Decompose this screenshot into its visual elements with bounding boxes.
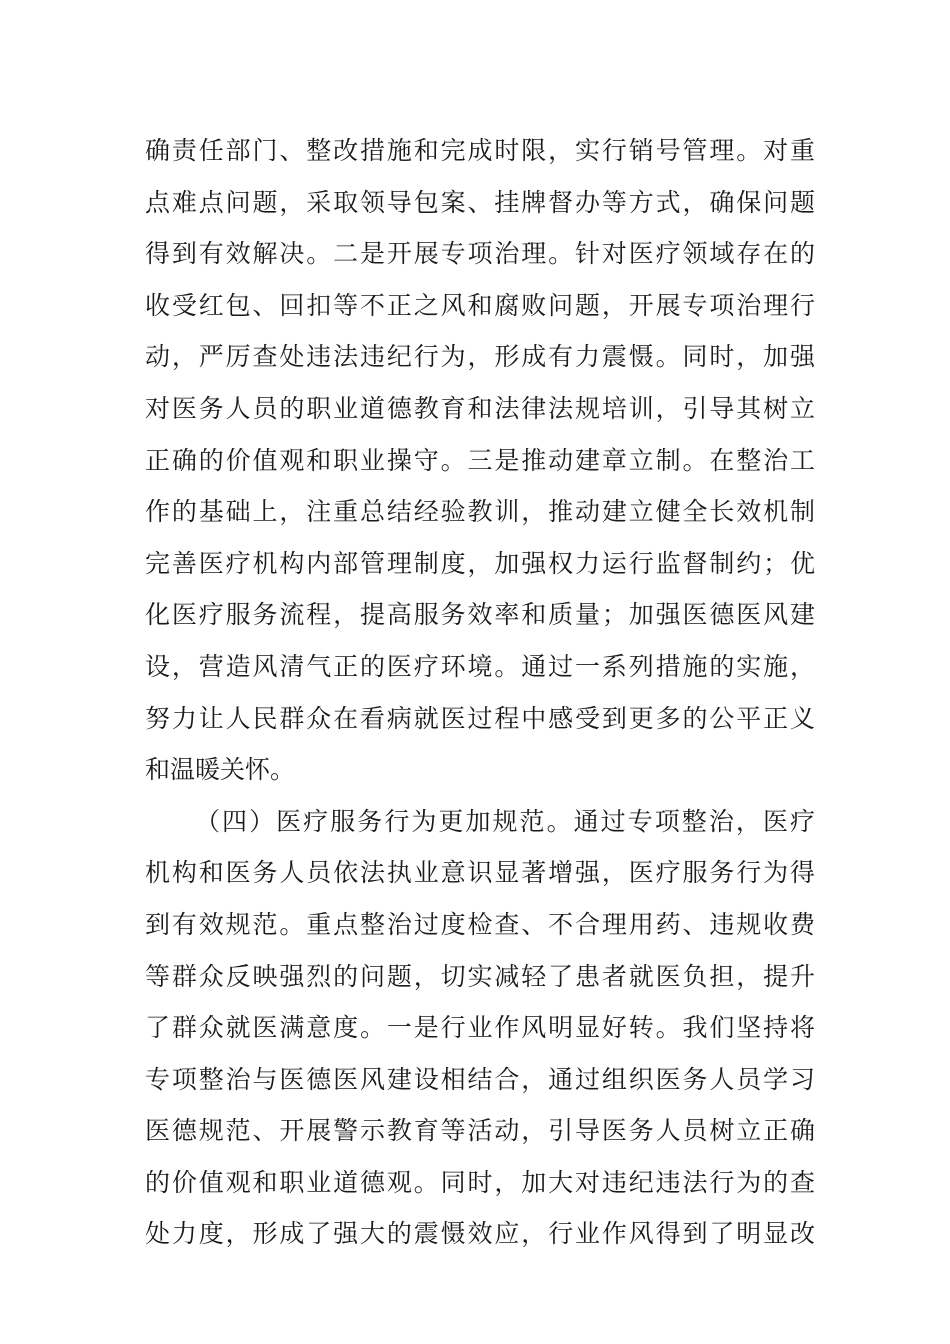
text-line: 努力让人民群众在看病就医过程中感受到更多的公平正义: [145, 703, 815, 733]
text-line: 确责任部门、整改措施和完成时限，实行销号管理。对重: [145, 136, 815, 165]
text-line: （四）医疗服务行为更加规范。通过专项整治，医疗: [195, 806, 815, 836]
text-line: 对医务人员的职业道德教育和法律法规培训，引导其树立: [145, 393, 815, 423]
text-line: 了群众就医满意度。一是行业作风明显好转。我们坚持将: [145, 1013, 815, 1043]
text-line: 的价值观和职业道德观。同时，加大对违纪违法行为的查: [145, 1167, 815, 1197]
text-line: 完善医疗机构内部管理制度，加强权力运行监督制约；优: [145, 548, 815, 578]
text-line: 到有效规范。重点整治过度检查、不合理用药、违规收费: [145, 909, 815, 939]
text-line: 得到有效解决。二是开展专项治理。针对医疗领域存在的: [145, 239, 815, 269]
text-line: 处力度，形成了强大的震慑效应，行业作风得到了明显改: [145, 1219, 815, 1249]
text-line: 收受红包、回扣等不正之风和腐败问题，开展专项治理行: [145, 290, 815, 320]
text-line: 等群众反映强烈的问题，切实减轻了患者就医负担，提升: [145, 961, 815, 991]
text-line: 和温暖关怀。: [145, 755, 296, 785]
text-line: 专项整治与医德医风建设相结合，通过组织医务人员学习: [145, 1064, 815, 1094]
text-line: 机构和医务人员依法执业意识显著增强，医疗服务行为得: [145, 858, 815, 888]
text-line: 正确的价值观和职业操守。三是推动建章立制。在整治工: [145, 445, 815, 475]
text-line: 点难点问题，采取领导包案、挂牌督办等方式，确保问题: [145, 187, 815, 217]
text-line: 动，严厉查处违法违纪行为，形成有力震慑。同时，加强: [145, 342, 815, 372]
body-text: [145, 125, 815, 1260]
text-line: 医德规范、开展警示教育等活动，引导医务人员树立正确: [145, 1116, 815, 1146]
text-line: 化医疗服务流程，提高服务效率和质量；加强医德医风建: [145, 600, 815, 630]
text-line: 作的基础上，注重总结经验教训，推动建立健全长效机制: [145, 497, 815, 527]
text-line: 设，营造风清气正的医疗环境。通过一系列措施的实施，: [145, 651, 815, 681]
